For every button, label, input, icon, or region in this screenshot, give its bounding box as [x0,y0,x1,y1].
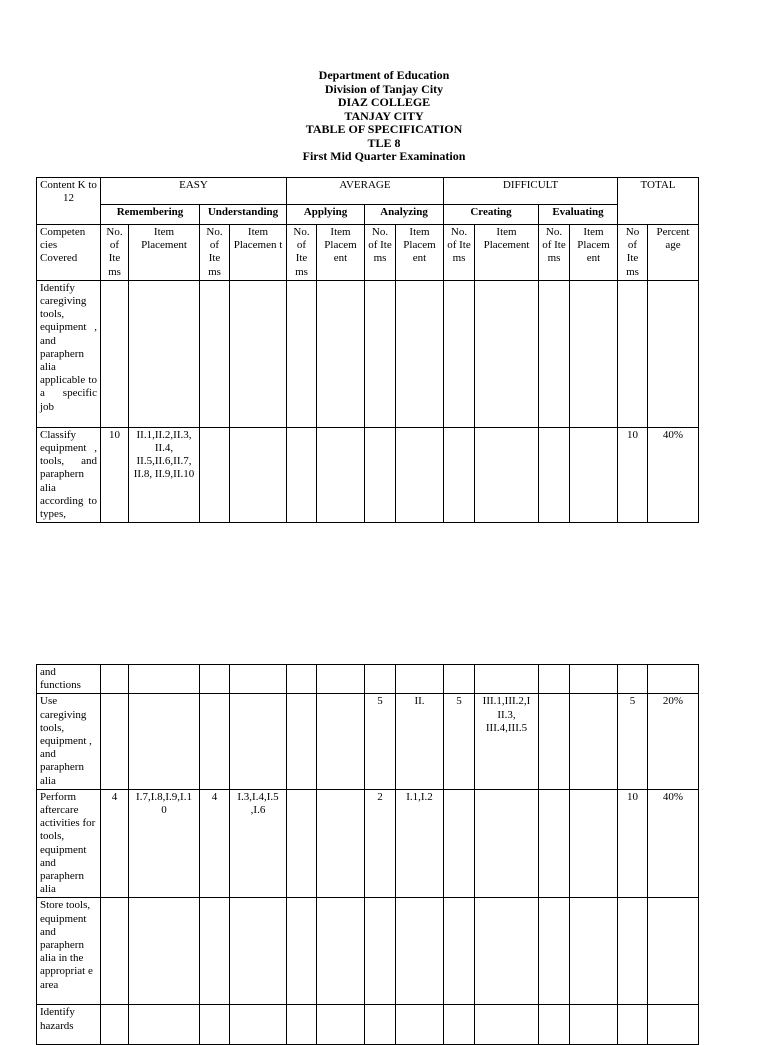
no-items-header: No. of Ite ms [539,225,570,281]
percentage-header: Percent age [648,225,699,281]
applying-header: Applying [287,205,365,225]
evaluating-no-cell [539,694,570,789]
competency-cell: Identify hazards [37,1005,101,1045]
no-items-header: No. of Ite ms [287,225,317,281]
evaluating-placement-cell [570,789,618,898]
percentage-cell [648,665,699,694]
creating-header: Creating [444,205,539,225]
total-no-cell: 10 [618,789,648,898]
remembering-no-cell [101,694,129,789]
total-no-cell [618,280,648,427]
competencies-header: Competen cies Covered [37,225,101,281]
remembering-placement-cell [129,898,200,1005]
understanding-no-cell [200,665,230,694]
remembering-placement-cell [129,694,200,789]
understanding-no-cell: 4 [200,789,230,898]
analyzing-no-cell [365,280,396,427]
creating-placement-cell [475,789,539,898]
analyzing-placement-cell [396,427,444,522]
analyzing-placement-cell [396,1005,444,1045]
header-school: DIAZ COLLEGE [337,95,431,109]
content-header: Content K to 12 [37,178,101,225]
total-no-cell [618,665,648,694]
applying-no-cell [287,789,317,898]
table-row [37,427,699,522]
applying-no-cell [287,280,317,427]
understanding-no-cell [200,898,230,1005]
creating-no-cell [444,789,475,898]
no-items-header: No. of Ite ms [200,225,230,281]
evaluating-no-cell [539,665,570,694]
analyzing-no-cell [365,665,396,694]
evaluating-no-cell [539,898,570,1005]
competency-cell: and functions [37,665,101,694]
total-no-cell [618,898,648,1005]
percentage-cell [648,280,699,427]
applying-no-cell [287,427,317,522]
understanding-placement-cell [230,665,287,694]
applying-no-cell [287,1005,317,1045]
analyzing-header: Analyzing [365,205,444,225]
total-no-cell: 5 [618,694,648,789]
table-row [37,694,699,789]
table-row [37,1005,699,1045]
understanding-placement-cell [230,898,287,1005]
evaluating-placement-cell [570,898,618,1005]
average-header: AVERAGE [287,178,444,205]
understanding-header: Understanding [200,205,287,225]
document-header [0,69,768,164]
item-placement-header: Item Placem ent [570,225,618,281]
percentage-cell [648,1005,699,1045]
creating-placement-cell [475,280,539,427]
evaluating-no-cell [539,427,570,522]
item-placement-header: Item Placement [475,225,539,281]
header-doc-title: TABLE OF SPECIFICATION [305,122,463,136]
no-items-header: No. of Ite ms [365,225,396,281]
evaluating-placement-cell [570,665,618,694]
creating-no-cell [444,280,475,427]
understanding-no-cell [200,694,230,789]
table-row [37,280,699,427]
creating-placement-cell [475,898,539,1005]
remembering-placement-cell [129,665,200,694]
creating-no-cell [444,898,475,1005]
analyzing-no-cell [365,1005,396,1045]
total-no-cell [618,1005,648,1045]
percentage-cell: 40% [648,427,699,522]
table-row [37,665,699,694]
creating-placement-cell: III.1,III.2,I II.3, III.4,III.5 [475,694,539,789]
remembering-no-cell [101,898,129,1005]
header-division: Division of Tanjay City [324,81,444,96]
understanding-placement-cell: I.3,I.4,I.5 ,I.6 [230,789,287,898]
applying-placement-cell [317,1005,365,1045]
remembering-no-cell [101,665,129,694]
analyzing-placement-cell: I.1,I.2 [396,789,444,898]
competency-cell: Identify caregiving tools, equipment , and paraphern alia applicable to a specific job [37,280,101,427]
applying-placement-cell [317,789,365,898]
evaluating-placement-cell [570,1005,618,1045]
analyzing-no-cell [365,898,396,1005]
header-city: TANJAY CITY [344,108,424,123]
creating-no-cell [444,665,475,694]
specification-table [36,177,699,523]
evaluating-no-cell [539,280,570,427]
analyzing-placement-cell: II. [396,694,444,789]
understanding-no-cell [200,1005,230,1045]
table-row [37,789,699,898]
remembering-no-cell [101,1005,129,1045]
evaluating-no-cell [539,1005,570,1045]
analyzing-placement-cell [396,665,444,694]
analyzing-no-cell [365,427,396,522]
creating-no-cell [444,427,475,522]
creating-placement-cell [475,665,539,694]
understanding-placement-cell [230,1005,287,1045]
header-department: Department of Education [318,68,450,82]
remembering-placement-cell: II.1,II.2,II.3, II.4, II.5,II.6,II.7, II.8, II.9,II.10 [129,427,200,522]
analyzing-no-cell: 2 [365,789,396,898]
applying-no-cell [287,694,317,789]
remembering-header: Remembering [101,205,200,225]
item-placement-header: Item Placem ent [396,225,444,281]
evaluating-header: Evaluating [539,205,618,225]
understanding-placement-cell [230,694,287,789]
evaluating-placement-cell [570,427,618,522]
remembering-no-cell [101,280,129,427]
applying-placement-cell [317,898,365,1005]
remembering-placement-cell [129,280,200,427]
creating-placement-cell [475,427,539,522]
specification-table-continued [36,664,699,1045]
analyzing-placement-cell [396,280,444,427]
total-no-cell: 10 [618,427,648,522]
applying-placement-cell [317,280,365,427]
remembering-no-cell: 4 [101,789,129,898]
header-subject: TLE 8 [367,135,401,150]
creating-no-cell: 5 [444,694,475,789]
applying-placement-cell [317,427,365,522]
understanding-placement-cell [230,427,287,522]
analyzing-no-cell: 5 [365,694,396,789]
percentage-cell: 20% [648,694,699,789]
applying-no-cell [287,665,317,694]
no-items-header: No. of Ite ms [444,225,475,281]
difficult-header: DIFFICULT [444,178,618,205]
percentage-cell [648,898,699,1005]
remembering-placement-cell: I.7,I.8,I.9,I.1 0 [129,789,200,898]
evaluating-no-cell [539,789,570,898]
evaluating-placement-cell [570,694,618,789]
creating-placement-cell [475,1005,539,1045]
applying-no-cell [287,898,317,1005]
evaluating-placement-cell [570,280,618,427]
applying-placement-cell [317,694,365,789]
competency-cell: Use caregiving tools, equipment , and paraphern alia [37,694,101,789]
understanding-no-cell [200,280,230,427]
table-row [37,898,699,1005]
analyzing-placement-cell [396,898,444,1005]
item-placement-header: Item Placement [129,225,200,281]
percentage-cell: 40% [648,789,699,898]
no-items-header: No. of Ite ms [101,225,129,281]
remembering-placement-cell [129,1005,200,1045]
item-placement-header: Item Placem ent [317,225,365,281]
easy-header: EASY [101,178,287,205]
understanding-no-cell [200,427,230,522]
total-header: TOTAL [618,178,699,225]
competency-cell: Store tools, equipment and paraphern alia in the appropriat e area [37,898,101,1005]
header-exam: First Mid Quarter Examination [302,149,466,163]
applying-placement-cell [317,665,365,694]
item-placement-header: Item Placemen t [230,225,287,281]
creating-no-cell [444,1005,475,1045]
competency-cell: Perform aftercare activities for tools, equipment and paraphern alia [37,789,101,898]
understanding-placement-cell [230,280,287,427]
total-no-items-header: No of Ite ms [618,225,648,281]
competency-cell: Classify equipment , tools, and paraphern alia according to types, [37,427,101,522]
remembering-no-cell: 10 [101,427,129,522]
